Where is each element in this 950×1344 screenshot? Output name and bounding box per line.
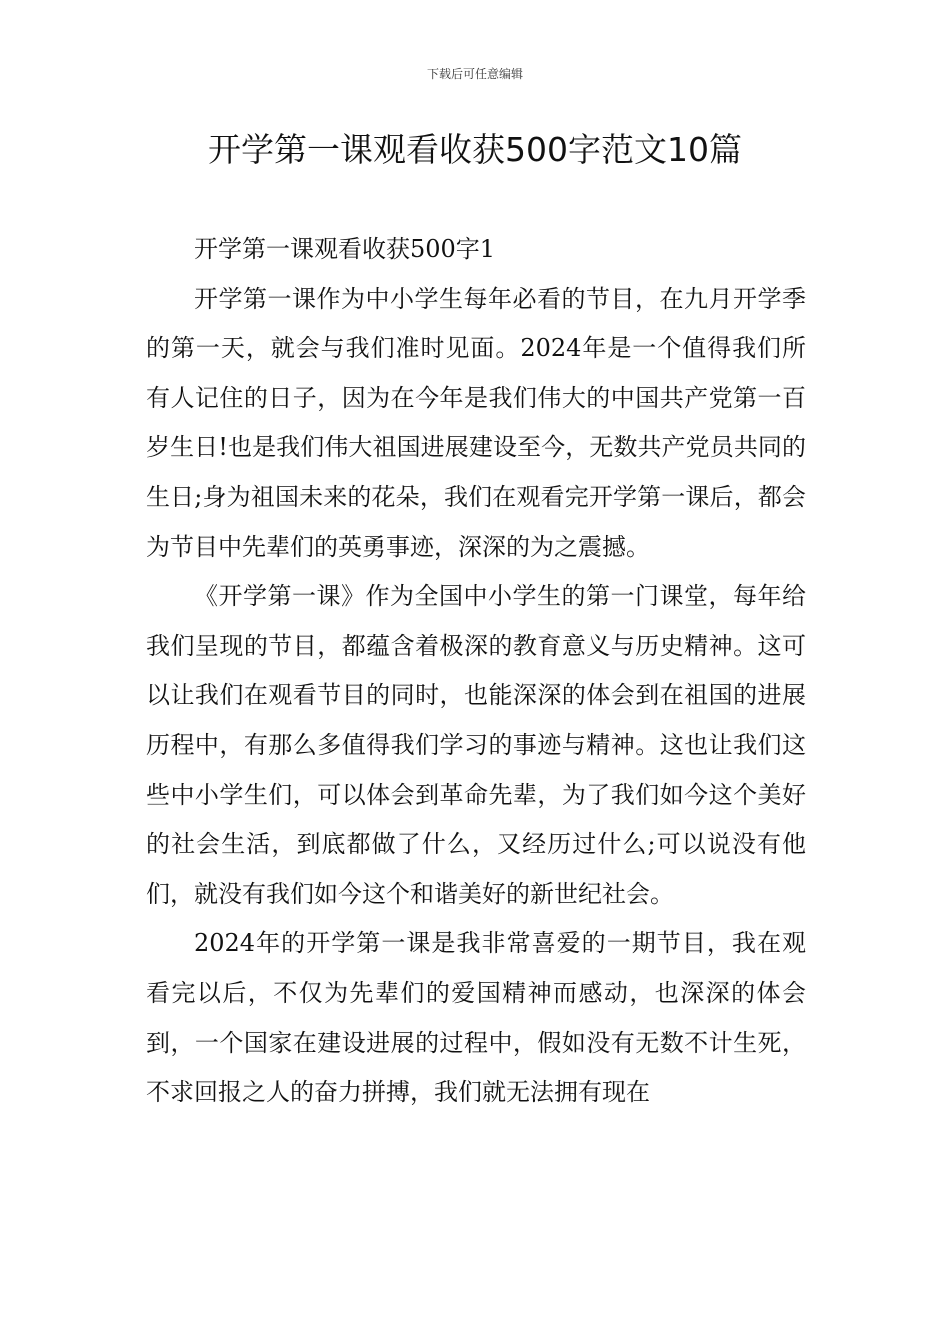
paragraph-3: 2024年的开学第一课是我非常喜爱的一期节目，我在观看完以后，不仅为先辈们的爱国精神而感动，也深深的体会到，一个国家在建设进展的过程中，假如没有无数不计生死，不求回报之人的奋力拼搏，我们就无法拥有现在 <box>146 929 806 1107</box>
header-note: 下载后可任意编辑 <box>426 67 523 81</box>
paragraph-2: 《开学第一课》作为全国中小学生的第一门课堂，每年给我们呈现的节目，都蕴含着极深的教育意义与历史精神。这可以让我们在观看节目的同时，也能深深的体会到在祖国的进展历程中，有那么多值得我们学习的事迹与精神。这也让我们这些中小学生们，可以体会到革命先辈，为了我们如今这个美好的社会生活，到底都做了什么，又经历过什么;可以说没有他们，就没有我们如今这个和谐美好的新世纪社会。 <box>146 582 806 908</box>
paragraph-1: 开学第一课作为中小学生每年必看的节目，在九月开学季的第一天，就会与我们准时见面。2024年是一个值得我们所有人记住的日子，因为在今年是我们伟大的中国共产党第一百岁生日!也是我们伟大祖国进展建设至今，无数共产党员共同的生日;身为祖国未来的花朵，我们在观看完开学第一课后，都会为节目中先辈们的英勇事迹，深深的为之震撼。 <box>146 284 806 561</box>
section-heading: 开学第一课观看收获500字1 <box>194 235 496 263</box>
document-title: 开学第一课观看收获500字范文10篇 <box>208 130 742 169</box>
document-body <box>146 225 806 1118</box>
